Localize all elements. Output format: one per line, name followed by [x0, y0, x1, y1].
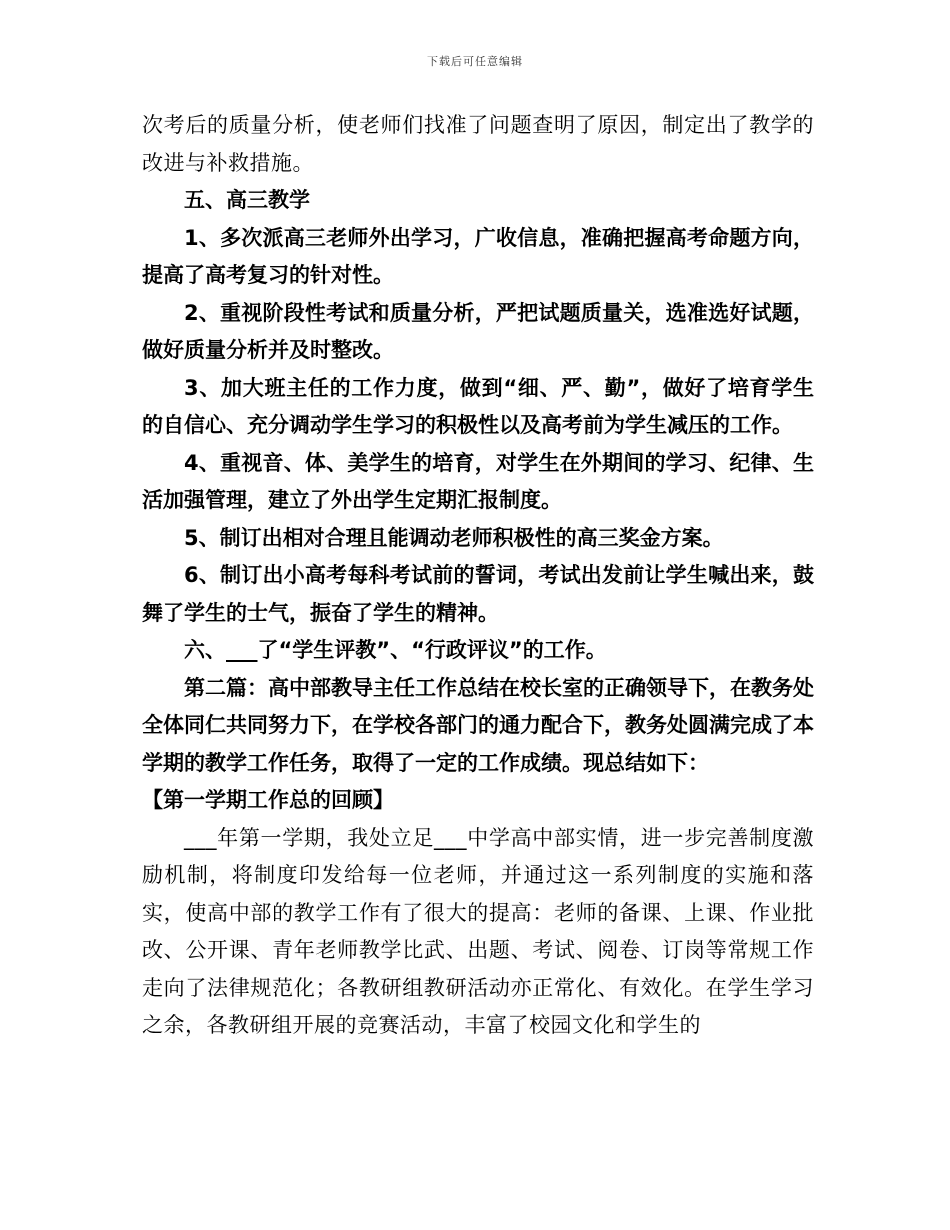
- paragraph-item-3: 3、加大班主任的工作力度，做到“细、严、勤”，做好了培育学生的自信心、充分调动学生学习的积极性以及高考前为学生减压的工作。: [142, 375, 814, 437]
- heading-first-semester-review: 【第一学期工作总的回顾】: [142, 788, 394, 812]
- paragraph-item-6: 6、制订出小高考每科考试前的誓词，考试出发前让学生喊出来，鼓舞了学生的士气，振奋了学生的精神。: [142, 563, 814, 625]
- paragraph-item-5: 5、制订出相对合理且能调动老师积极性的高三奖金方案。: [184, 525, 724, 550]
- paragraph-item-1: 1、多次派高三老师外出学习，广收信息，准确把握高考命题方向，提高了高考复习的针对性。: [142, 225, 814, 287]
- paragraph-second-article: 第二篇：高中部教导主任工作总结在校长室的正确领导下，在教务处全体同仁共同努力下，在学校各部门的通力配合下，教务处圆满完成了本学期的教学工作任务，取得了一定的工作成绩。现总结如下：: [142, 675, 814, 775]
- heading-senior-three-teaching: 五、高三教学: [184, 188, 310, 212]
- heading-evaluation-work: 六、___了“学生评教”、“行政评议”的工作。: [184, 638, 607, 662]
- document-body: [142, 107, 814, 1045]
- paragraph-item-2: 2、重视阶段性考试和质量分析，严把试题质量关，选准选好试题，做好质量分析并及时整改。: [142, 300, 814, 362]
- paragraph-quality-analysis: 次考后的质量分析，使老师们找准了问题查明了原因，制定出了教学的改进与补救措施。: [142, 113, 814, 175]
- paragraph-first-semester: ___年第一学期，我处立足___中学高中部实情，进一步完善制度激励机制，将制度印发给每一位老师，并通过这一系列制度的实施和落实，使高中部的教学工作有了很大的提高：老师的备课、上课、作业批改、公开课、青年老师教学比武、出题、考试、阅卷、订岗等常规工作走向了法律规范化；各教研组教研活动亦正常化、有效化。在学生学习之余，各教研组开展的竞赛活动，丰富了校园文化和学生的: [142, 825, 814, 1037]
- page-header: 下载后可任意编辑: [427, 55, 523, 68]
- paragraph-item-4: 4、重视音、体、美学生的培育，对学生在外期间的学习、纪律、生活加强管理，建立了外出学生定期汇报制度。: [142, 450, 814, 512]
